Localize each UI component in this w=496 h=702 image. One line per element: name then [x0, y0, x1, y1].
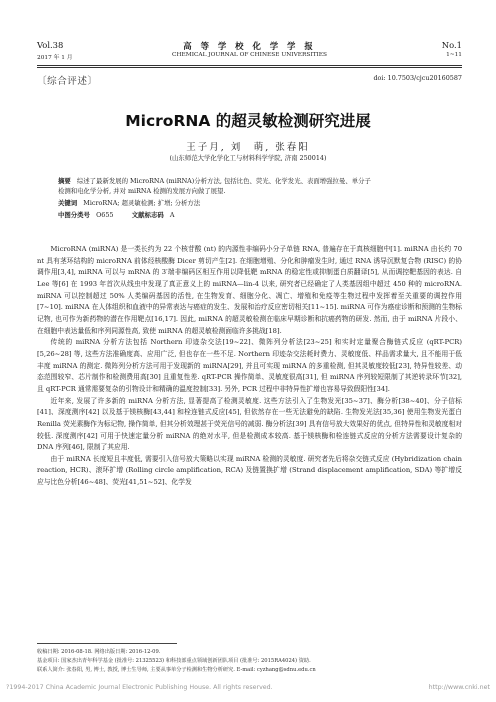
class-label: 中图分类号 — [58, 211, 90, 219]
copyright-text: ?1994-2017 China Academic Journal Electronic Publishing House. All rights reserved. — [6, 684, 273, 691]
footnote-rule — [37, 643, 177, 644]
class-value: O655 — [96, 211, 114, 219]
classification — [58, 210, 438, 220]
code-label: 文献标志码 — [131, 211, 164, 219]
abstract-line-2: 检测和电化学分析, 并对 miRNA 检测的发展方向做了展望. — [58, 187, 226, 196]
keywords-text: MicroRNA; 超灵敏检测; 扩增; 分析方法 — [83, 199, 201, 207]
volume: Vol.38 — [37, 40, 64, 50]
header-rule — [37, 65, 462, 66]
article-type-tag: 〔综合评述〕 — [37, 76, 98, 87]
code-value: A — [169, 211, 175, 219]
issue-date: 2017 年 1 月 — [37, 55, 73, 61]
header-rule-thin — [37, 67, 462, 68]
affiliation: (山东师范大学化学化工与材料科学学院, 济南 250014) — [169, 154, 327, 162]
keywords — [58, 198, 438, 208]
body-paragraph-1: MicroRNA (miRNA) 是一类长约为 22 个核苷酸 (nt) 的内源性非编码小分子单链 RNA, 普遍存在于真核细胞中[1]. miRNA 由长约 70 nt 具有茎环结构的 microRNA 前体经核酸酶 Dicer 剪切产生[2]. 在细胞增殖、分化和肿瘤发生时, 通过 RNA 诱导沉默复合物 (RISC) 的协调作用[3,4], miRNA 可以与 mRNA 的 3′端非编码区相互作用以降低靶 mRNA 的稳定性或抑制蛋白质翻译[5], 从而调控靶基因的表达. 自 Lee 等[6] 在 1993 年首次从线虫中发现了真正意义上的 miRNA—lin-4 以来, 研究者已经确定了人类基因组中超过 450 种的 microRNA. miRNA 可以控制超过 50% 人类编码基因的活性, 在生物发育、细胞分化、凋亡、增殖和免疫等生物过程中发挥着至关重要的调控作用[7~10]. miRNA 在人体组织和血液中的异常表达与癌症的发生、发展和治疗反应密切相关[11~15]. miRNA 可作为癌症诊断和预测的生物标记物, 也可作为新药物的潜在作用靶点[16,17]. 因此, miRNA 的超灵敏检测在临床早期诊断和抗癌药物的研发. 然而, 由于 miRNA 片段小、在细胞中表达量低和序列同源性高, 致使 miRNA 的超灵敏检测面临许多挑战[18]. — [37, 245, 462, 335]
footnote-contact: 联系人简介: 张春阳, 男, 博士, 教授, 博士生导师, 主要从事单分子检测和生物分析研究. E-mail: cyzhang@sdnu.edu.cn — [37, 667, 316, 673]
cnki-link[interactable]: http://www.cnki.net — [428, 684, 490, 691]
abstract — [58, 176, 438, 197]
body-paragraph-3: 近年来, 发展了许多新的 miRNA 分析方法, 显著提高了检测灵敏度. 这些方法引入了生物发光[35~37]、酶分析[38~40]、分子信标[41]、深度测序[42] 以及基于镁核酶[43,44] 和栓连链式反应[45], 但依然存在一些无法避免的缺陷. 生物发光法[35,36] 使用生物发光蛋白 Renilla 荧光素酶作为标记物, 操作简单, 但其分析效理甚于荧光信号的减弱. 酶分析法[39] 具有信号放大效果好的优点, 但特异性和灵敏度相对较低. 深度测序[42] 可用于快速定量分析 miRNA 的绝对水平, 但是检测成本较高. 基于镁核酶和栓连链式反应的分析方法需要设计复杂的 DNA 序列[46], 限制了其应用. — [37, 396, 462, 452]
body-paragraph-2: 传统的 miRNA 分析方法包括 Northern 印迹杂交法[19~22]、微阵列分析法[23~25] 和实时定量聚合酶链式反应 (qRT-PCR)[5,26~28] 等, 这些方法准确度高、应用广泛, 但也存在一些不足. Northern 印迹杂交法耗时费力、灵敏度低、样品需求量大, 且不能用于低丰度 miRNA 的测定. 微阵列分析方法可用于发现新的 miRNA[29], 并且可实现 miRNA 的多重检测, 但其灵敏度较低[23], 特异性较差、动态范围较窄、芯片制作和检测费用高[30] 且重复性差. qRT-PCR 操作简单、灵敏度很高[31], 但 miRNA 序列较短限制了其逆转录环节[32], 且 qRT-PCR 通常需要复杂的引物设计和精确的温度控制[33]. 另外, PCR 过程中非特异性扩增也容易导致假阳性[34]. — [37, 338, 462, 393]
keywords-label: 关键词 — [58, 199, 78, 207]
issue-number: No.1 — [441, 40, 462, 50]
article-title: MicroRNA 的超灵敏检测研究进展 — [125, 112, 371, 130]
abstract-label: 摘要 — [58, 177, 71, 185]
footnote-funding: 基金项目: 国家杰出青年科学基金 (批准号: 21325523) 和科技部重点领域创新团队项目 (批准号: 2015RA4024) 资助. — [37, 658, 311, 664]
article-body — [37, 244, 462, 489]
running-header — [37, 40, 462, 64]
abstract-line-1: 综述了最新发展的 MicroRNA (miRNA)分析方法, 包括比色、荧光、化学发光、表面增强拉曼、单分子 — [76, 177, 371, 185]
journal-title-cn: 高 等 学 校 化 学 学 报 — [183, 41, 316, 51]
footnote-received: 收稿日期: 2016-08-18. 网络出版日期: 2016-12-09. — [37, 649, 161, 655]
journal-title-en: CHEMICAL JOURNAL OF CHINESE UNIVERSITIES — [172, 52, 327, 58]
authors: 王子月, 刘 萌, 张春阳 — [186, 142, 310, 153]
doi: doi: 10.7503/cjcu20160587 — [373, 74, 462, 82]
body-paragraph-4: 由于 miRNA 长度短且丰度低, 需要引入信号放大策略以实现 miRNA 检测的灵敏度. 研究者先后将杂交链式反应 (Hybridization chain reaction, HCR)、滚环扩增 (Rolling circle amplification, RCA) 及链置换扩增 (Strand displacement amplification, SDA) 等扩增反应与比色分析[46~48]、荧光[41,51~52]、化学发 — [37, 454, 462, 487]
page-range: 1~11 — [446, 52, 462, 58]
